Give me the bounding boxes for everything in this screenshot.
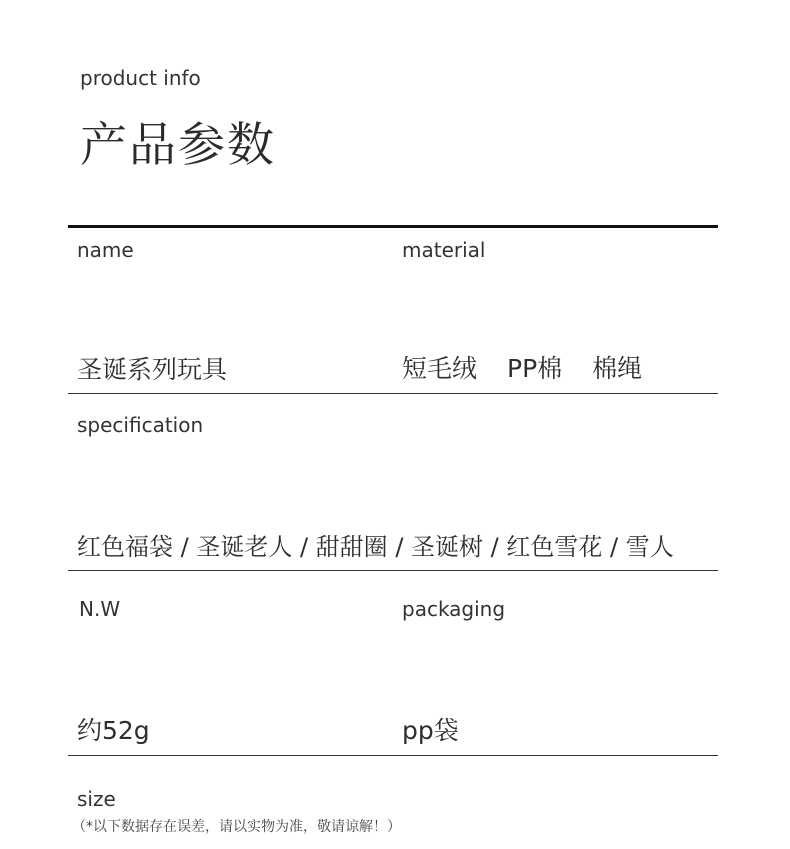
material-value: 棉绳	[592, 354, 643, 383]
material-values	[402, 349, 642, 385]
packaging-value: pp袋	[402, 716, 459, 745]
nw-value: 约52g	[77, 716, 150, 745]
material-value: PP棉	[507, 354, 563, 383]
row-divider	[68, 570, 718, 571]
material-label: material	[402, 238, 486, 262]
material-value: 短毛绒	[402, 354, 478, 383]
top-divider	[68, 225, 718, 228]
name-value: 圣诞系列玩具	[77, 355, 228, 384]
specification-label: specification	[77, 413, 204, 437]
row-divider	[68, 393, 718, 394]
section-title: 产品参数	[80, 118, 276, 173]
nw-label: N.W	[79, 597, 121, 621]
name-label: name	[77, 238, 134, 262]
packaging-label: packaging	[402, 597, 506, 621]
section-subtitle: product info	[80, 66, 201, 90]
specification-value: 红色福袋 / 圣诞老人 / 甜甜圈 / 圣诞树 / 红色雪花 / 雪人	[77, 533, 674, 561]
size-label: size	[77, 787, 116, 811]
size-note: （*以下数据存在误差，请以实物为准，敬请谅解！）	[72, 819, 401, 835]
row-divider	[68, 755, 718, 756]
